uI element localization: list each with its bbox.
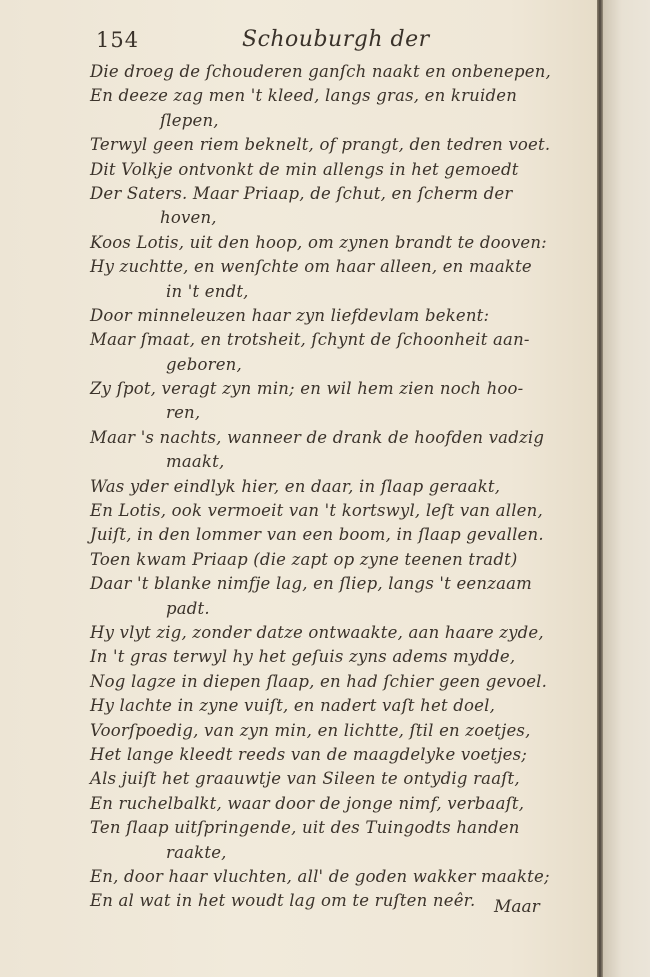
running-title: Schouburgh der (242, 27, 430, 52)
verse-line: Koos Lotis, uit den hoop, om zynen brandt te dooven: (90, 232, 547, 252)
verse-line: En al wat in het woudt lag om te ruſten neêr. (90, 891, 476, 911)
verse-line: Toen kwam Priaap (die zapt op zyne teenen tradt) (90, 549, 518, 569)
verse-line-continuation: geboren, (166, 354, 242, 374)
poem-text (90, 60, 570, 914)
verse-line: Nog lagze in diepen ſlaap, en had ſchier geen gevoel. (90, 671, 548, 691)
verse-line: Hy lachte in zyne vuiſt, en nadert vaſt het doel, (90, 696, 496, 716)
verse-line-continuation: raakte, (166, 842, 227, 862)
verse-line-continuation: maakt, (166, 452, 225, 472)
page-number: 154 (96, 28, 140, 52)
verse-line: Hy zuchtte, en wenſchte om haar alleen, en maakte (90, 257, 532, 277)
catchword: Maar (494, 897, 540, 917)
verse-line: En deeze zag men 't kleed, langs gras, en kruiden (90, 86, 518, 106)
verse-line-continuation: ren, (166, 403, 201, 423)
verse-line-continuation: ſlepen, (160, 110, 219, 130)
verse-line: Het lange kleedt reeds van de maagdelyke voetjes; (90, 744, 528, 764)
verse-line: Ten ſlaap uitſpringende, uit des Tuingodts handen (90, 818, 520, 838)
verse-line: Maar ſmaat, en trotsheit, ſchynt de ſchoonheit aan- (90, 330, 530, 350)
verse-line: Door minneleuzen haar zyn liefdevlam bekent: (90, 305, 490, 325)
verse-line-continuation: padt. (166, 598, 210, 618)
verse-line: Terwyl geen riem beknelt, of prangt, den tedren voet. (90, 135, 551, 155)
verse-line: En ruchelbalkt, waar door de jonge nimf, verbaaſt, (90, 793, 525, 813)
facing-page-edge (603, 0, 650, 977)
verse-line: Der Saters. Maar Priaap, de ſchut, en ſcherm der (90, 183, 513, 203)
verse-line: Die droeg de ſchouderen ganſch naakt en onbenepen, (90, 62, 551, 81)
page-header (96, 28, 556, 58)
verse-line: Hy vlyt zig, zonder datze ontwaakte, aan haare zyde, (90, 622, 544, 642)
verse-line: Was yder eindlyk hier, en daar, in ſlaap geraakt, (90, 476, 501, 496)
verse-line: Maar 's nachts, wanneer de drank de hoofden vadzig (90, 427, 545, 447)
verse-line: Voorſpoedig, van zyn min, en lichtte, ſtil en zoetjes, (90, 720, 531, 740)
verse-line: En, door haar vluchten, all' de goden wakker maakte; (90, 866, 550, 886)
verse-line: En Lotis, ook vermoeit van 't kortswyl, leſt van allen, (90, 501, 543, 521)
verse-line-continuation: in 't endt, (166, 281, 249, 301)
verse-line: Juiſt, in den lommer van een boom, in ſlaap gevallen. (90, 525, 544, 545)
verse-line: Dit Volkje ontvonkt de min allengs in het gemoedt (90, 159, 519, 179)
verse-line-continuation: hoven, (160, 208, 217, 228)
verse-line: Zy ſpot, veragt zyn min; en wil hem zien noch hoo- (90, 379, 524, 399)
verse-line: Als juiſt het graauwtje van Sileen te ontydig raaſt, (90, 769, 520, 789)
verse-line: Daar 't blanke nimfje lag, en ſliep, langs 't eenzaam (90, 574, 533, 594)
verse-line: In 't gras terwyl hy het geſuis zyns adems mydde, (90, 647, 516, 667)
